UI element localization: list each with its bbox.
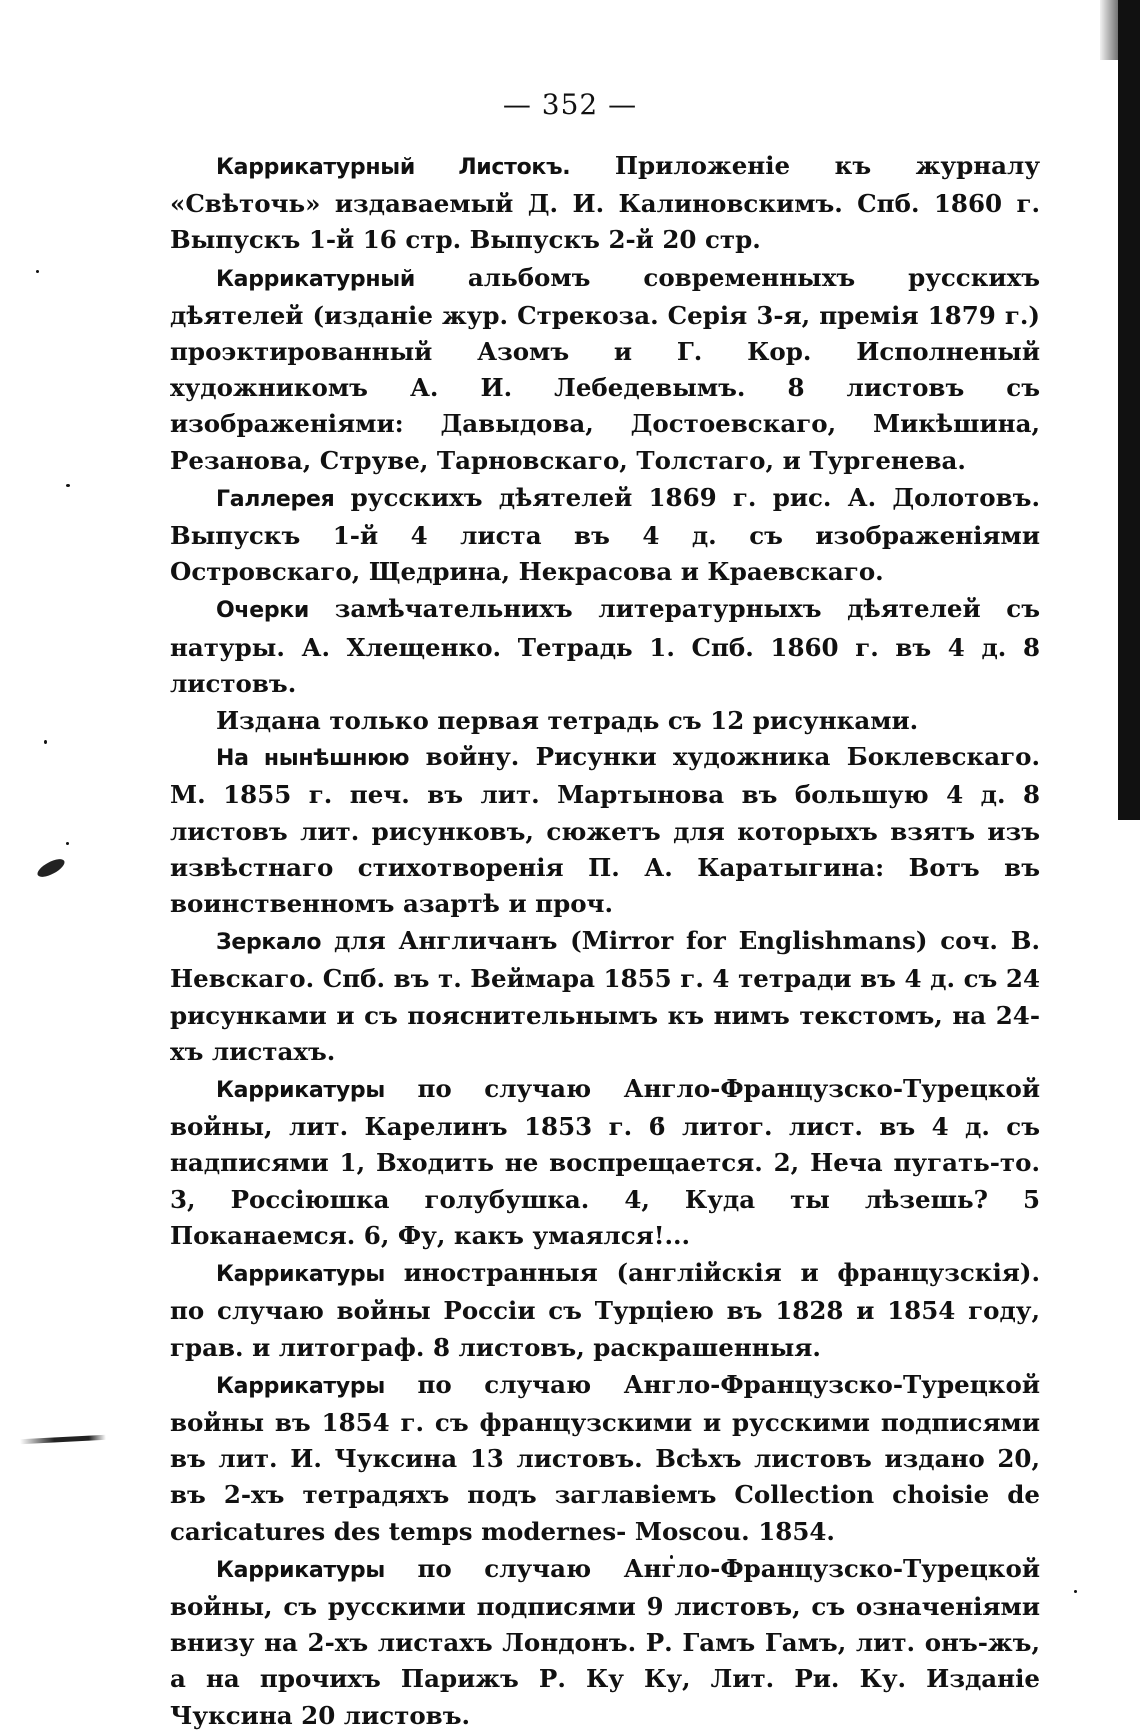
bibliography-entry	[170, 148, 1040, 259]
bibliography-entry	[170, 739, 1040, 922]
bibliography-entry	[170, 923, 1040, 1070]
ink-smudge	[35, 856, 67, 881]
bibliography-entry	[170, 1255, 1040, 1366]
entry-text: по случаю Англо-Французско-Турецкой войны въ 1854 г. съ французскими и русскими подписями въ лит. И. Чуксина 13 листовъ. Всѣхъ листовъ издано 20, въ 2-хъ тетрадяхъ подъ заглавіемъ Collection choisie de caricatures des temps modernes- Moscou. 1854.	[170, 1369, 1040, 1546]
entry-text: для Англичанъ (Mirror for Englishmans) соч. В. Невскаго. Спб. въ т. Веймара 1855 г. 4 тетради въ 4 д. съ 24 рисунками и съ пояснительнымъ къ нимъ текстомъ, на 24-хъ листахъ.	[170, 926, 1040, 1066]
ink-speck	[44, 740, 47, 744]
entry-text: русскихъ дѣятелей 1869 г. рис. А. Долотовъ. Выпускъ 1-й 4 листа въ 4 д. съ изображеніями Островскаго, Щедрина, Некрасова и Краевскаго.	[170, 482, 1040, 587]
ink-speck	[1074, 1590, 1077, 1593]
entry-title: Каррикатурный Листокъ.	[216, 155, 571, 180]
entry-title: На нынѣшнюю	[216, 746, 410, 772]
entry-text: альбомъ современныхъ русскихъ дѣятелей (изданіе жур. Стрекоза. Серія 3-я, премія 1879 г.) проэктированный Азомъ и Г. Кор. Исполненый художникомъ А. И. Лебедевымъ. 8 листовъ съ изображеніями: Давыдова, Достоевскаго, Микѣшина, Резанова, Струве, Тарновскаго, Толстаго, и Тургенева.	[170, 262, 1040, 475]
entry-text: иностранныя (англійскія и французскія). по случаю войны Россіи съ Турціею въ 1828 и 1854 году, грав. и литограф. 8 листовъ, раскрашенныя.	[170, 1258, 1040, 1362]
entry-text: по случаю Англо-Французско-Турецкой войны, лит. Карелинъ 1853 г. 6 литог. лист. въ 4 д. съ надписями 1, Входить не воспрещается. 2, Неча пугать-то. 3, Россіюшка голубушка. 4, Куда ты лѣзешь? 5 Поканаемся. 6, Фу, какъ умаялся!...	[170, 1074, 1040, 1250]
entry-text: Приложеніе къ журналу «Свѣточь» издаваемый Д. И. Калиновскимъ. Спб. 1860 г. Выпускъ 1-й 16 стр. Выпускъ 2-й 20 стр.	[170, 151, 1040, 255]
ink-streak	[20, 1435, 106, 1444]
entry-text: войну. Рисунки художника Боклевскаго. М. 1855 г. печ. въ лит. Мартынова въ большую 4 д. 8 листовъ лит. рисунковъ, сюжетъ для которыхъ взятъ изъ извѣстнаго стихотворенія П. А. Каратыгина: Вотъ въ воинственномъ азартѣ и проч.	[170, 742, 1040, 919]
entry-title: Каррикатурный	[216, 266, 415, 292]
entry-title: Каррикатуры	[216, 1262, 385, 1288]
ink-speck	[66, 842, 69, 845]
entry-note: Издана только первая тетрадь съ 12 рисунками.	[216, 706, 919, 736]
bibliography-entry	[170, 1551, 1040, 1734]
entry-title: Зеркало	[216, 930, 322, 956]
bibliography-entry	[170, 480, 1040, 591]
entry-text: по случаю Англо-Французско-Турецкой войны, съ русскими подписями 9 листовъ, съ означеніями внизу на 2-хъ листахъ Лондонъ. Р. Гамъ Гамъ, лит. онъ-жъ, а на прочихъ Парижъ Р. Ку Ку, Лит. Ри. Ку. Изданіе Чуксина 20 листовъ.	[170, 1553, 1040, 1730]
scan-dark-edge	[1118, 0, 1140, 820]
ink-speck	[66, 484, 70, 487]
entry-title: Очерки	[216, 598, 310, 624]
bibliography-list	[170, 148, 1040, 1735]
entry-title: Каррикатуры	[216, 1373, 385, 1399]
bibliography-entry	[170, 591, 1040, 702]
bibliography-entry	[170, 260, 1040, 479]
entry-title: Галлерея	[216, 486, 335, 512]
entry-text: замѣчательнихъ литературныхъ дѣятелей съ натуры. А. Хлещенко. Тетрадь 1. Спб. 1860 г. въ 4 д. 8 листовъ.	[170, 594, 1040, 698]
bibliography-entry	[170, 1367, 1040, 1550]
page-number: — 352 —	[502, 88, 638, 121]
ink-speck	[36, 270, 39, 273]
entry-title: Каррикатуры	[216, 1557, 385, 1583]
bibliography-entry	[170, 1071, 1040, 1254]
entry-title: Каррикатуры	[216, 1078, 385, 1104]
scan-shadow	[1100, 0, 1118, 60]
